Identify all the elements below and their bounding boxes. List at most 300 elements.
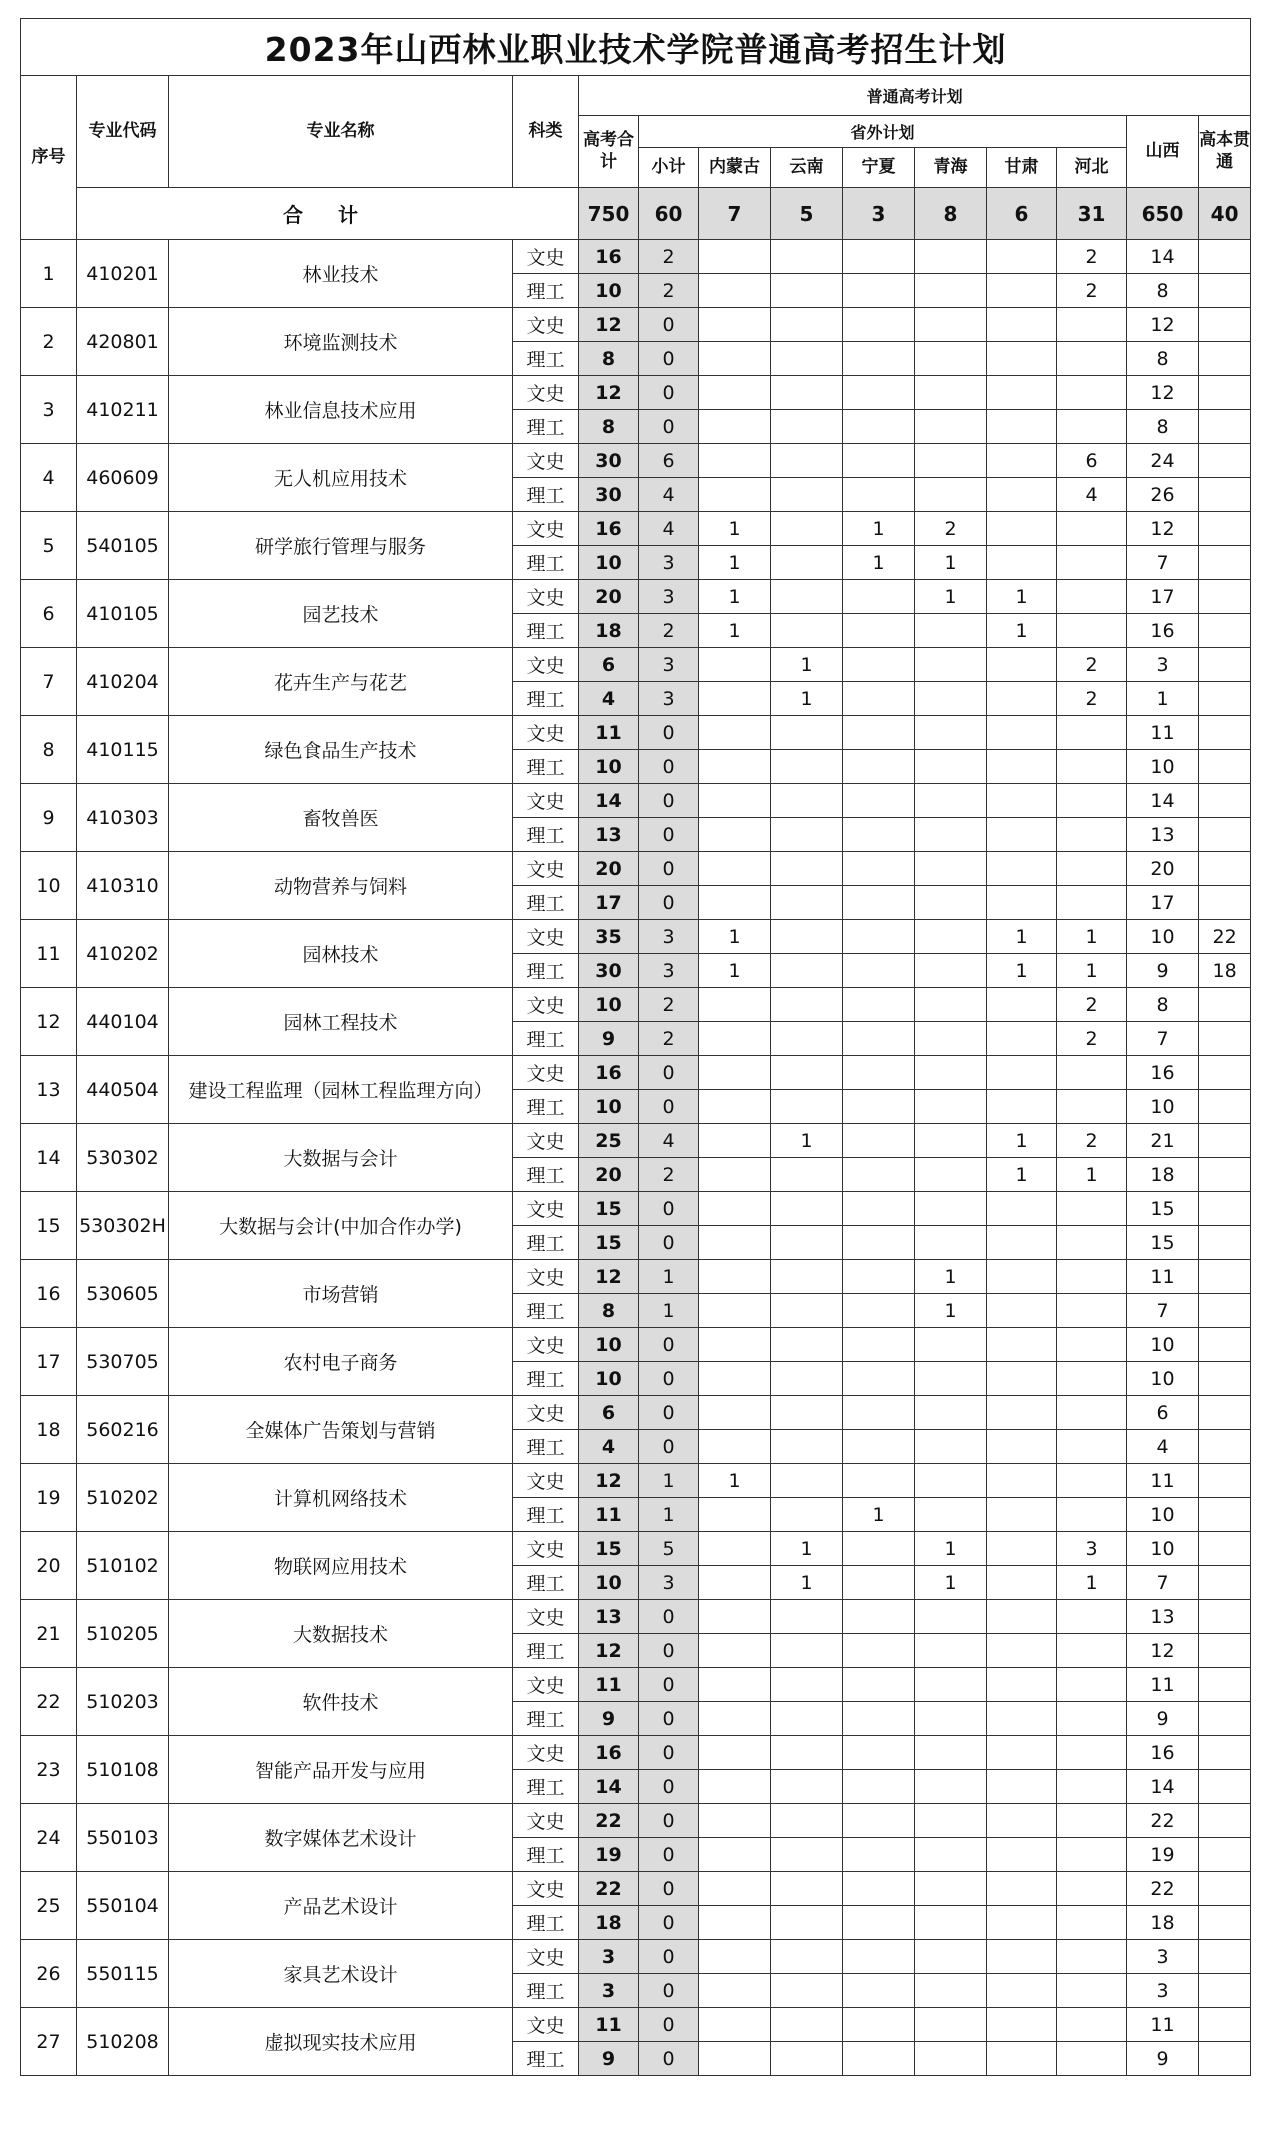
summary-label: 合 计 <box>77 188 579 240</box>
cell-ningxia <box>843 1226 915 1260</box>
category-cell: 理工 <box>513 2042 579 2076</box>
table-header <box>21 19 1251 240</box>
cell-yunnan <box>771 614 843 648</box>
category-cell: 理工 <box>513 546 579 580</box>
cell-neimenggu <box>699 410 771 444</box>
cell-total: 6 <box>579 1396 639 1430</box>
cell-total: 16 <box>579 512 639 546</box>
summary-neimenggu: 7 <box>699 188 771 240</box>
cell-hebei: 2 <box>1057 274 1127 308</box>
cell-through <box>1199 1770 1251 1804</box>
cell-qinghai <box>915 920 987 954</box>
category-cell: 文史 <box>513 648 579 682</box>
major-code: 410310 <box>77 852 169 920</box>
cell-gansu <box>987 1192 1057 1226</box>
cell-neimenggu <box>699 1430 771 1464</box>
cell-yunnan <box>771 1226 843 1260</box>
cell-subtotal: 2 <box>639 240 699 274</box>
cell-gansu <box>987 274 1057 308</box>
cell-qinghai <box>915 410 987 444</box>
cell-through <box>1199 1974 1251 2008</box>
cell-neimenggu <box>699 1940 771 1974</box>
category-cell: 理工 <box>513 478 579 512</box>
category-cell: 理工 <box>513 818 579 852</box>
cell-through <box>1199 750 1251 784</box>
cell-shanxi: 10 <box>1127 1498 1199 1532</box>
major-name: 数字媒体艺术设计 <box>169 1804 513 1872</box>
cell-subtotal: 3 <box>639 954 699 988</box>
cell-subtotal: 0 <box>639 1056 699 1090</box>
cell-gansu <box>987 1600 1057 1634</box>
category-cell: 理工 <box>513 1022 579 1056</box>
cell-neimenggu <box>699 1294 771 1328</box>
major-seq: 22 <box>21 1668 77 1736</box>
cell-yunnan <box>771 512 843 546</box>
cell-hebei <box>1057 1294 1127 1328</box>
cell-hebei <box>1057 1192 1127 1226</box>
major-name: 无人机应用技术 <box>169 444 513 512</box>
major-code: 530302 <box>77 1124 169 1192</box>
cell-shanxi: 17 <box>1127 886 1199 920</box>
cell-hebei <box>1057 1464 1127 1498</box>
cell-shanxi: 3 <box>1127 1974 1199 2008</box>
cell-qinghai <box>915 274 987 308</box>
header-shanxi: 山西 <box>1127 116 1199 188</box>
cell-subtotal: 3 <box>639 1566 699 1600</box>
cell-hebei <box>1057 784 1127 818</box>
major-code: 420801 <box>77 308 169 376</box>
cell-neimenggu <box>699 274 771 308</box>
cell-ningxia <box>843 2042 915 2076</box>
cell-qinghai <box>915 1770 987 1804</box>
category-cell: 理工 <box>513 1498 579 1532</box>
cell-qinghai <box>915 1328 987 1362</box>
cell-subtotal: 2 <box>639 614 699 648</box>
major-name: 建设工程监理（园林工程监理方向） <box>169 1056 513 1124</box>
cell-shanxi: 10 <box>1127 1532 1199 1566</box>
cell-qinghai <box>915 444 987 478</box>
major-code: 550115 <box>77 1940 169 2008</box>
cell-hebei <box>1057 1328 1127 1362</box>
cell-shanxi: 22 <box>1127 1804 1199 1838</box>
cell-total: 30 <box>579 954 639 988</box>
cell-subtotal: 0 <box>639 2008 699 2042</box>
cell-ningxia <box>843 1056 915 1090</box>
header-province-yunnan: 云南 <box>771 148 843 188</box>
header-province-hebei: 河北 <box>1057 148 1127 188</box>
cell-yunnan <box>771 1192 843 1226</box>
cell-shanxi: 10 <box>1127 750 1199 784</box>
cell-ningxia <box>843 1668 915 1702</box>
header-province-neimenggu: 内蒙古 <box>699 148 771 188</box>
cell-qinghai <box>915 1226 987 1260</box>
cell-ningxia <box>843 1600 915 1634</box>
cell-through <box>1199 1362 1251 1396</box>
category-cell: 文史 <box>513 1124 579 1158</box>
cell-through <box>1199 1634 1251 1668</box>
cell-ningxia <box>843 886 915 920</box>
cell-subtotal: 0 <box>639 2042 699 2076</box>
cell-ningxia <box>843 1022 915 1056</box>
major-code: 510202 <box>77 1464 169 1532</box>
cell-hebei <box>1057 1056 1127 1090</box>
cell-subtotal: 2 <box>639 1158 699 1192</box>
cell-hebei <box>1057 308 1127 342</box>
cell-yunnan <box>771 1804 843 1838</box>
cell-qinghai <box>915 240 987 274</box>
cell-yunnan <box>771 1736 843 1770</box>
cell-total: 14 <box>579 1770 639 1804</box>
cell-through <box>1199 1226 1251 1260</box>
cell-qinghai <box>915 1464 987 1498</box>
cell-hebei <box>1057 818 1127 852</box>
major-seq: 27 <box>21 2008 77 2076</box>
table-row <box>21 1260 1251 1294</box>
cell-gansu <box>987 1532 1057 1566</box>
cell-through <box>1199 1498 1251 1532</box>
cell-shanxi: 7 <box>1127 1566 1199 1600</box>
cell-qinghai <box>915 1804 987 1838</box>
cell-gansu <box>987 2042 1057 2076</box>
major-seq: 23 <box>21 1736 77 1804</box>
cell-hebei <box>1057 342 1127 376</box>
cell-total: 14 <box>579 784 639 818</box>
cell-total: 10 <box>579 1328 639 1362</box>
category-cell: 理工 <box>513 682 579 716</box>
cell-shanxi: 10 <box>1127 1362 1199 1396</box>
cell-through <box>1199 274 1251 308</box>
cell-neimenggu <box>699 1906 771 1940</box>
cell-ningxia <box>843 1804 915 1838</box>
table-row <box>21 1124 1251 1158</box>
cell-neimenggu <box>699 1056 771 1090</box>
cell-hebei <box>1057 1362 1127 1396</box>
cell-gansu <box>987 1022 1057 1056</box>
cell-total: 17 <box>579 886 639 920</box>
cell-yunnan <box>771 546 843 580</box>
cell-hebei <box>1057 1430 1127 1464</box>
cell-qinghai <box>915 1906 987 1940</box>
cell-hebei <box>1057 1702 1127 1736</box>
cell-total: 10 <box>579 546 639 580</box>
cell-neimenggu <box>699 1022 771 1056</box>
cell-gansu <box>987 1872 1057 1906</box>
table-row <box>21 1940 1251 1974</box>
summary-gansu: 6 <box>987 188 1057 240</box>
cell-through <box>1199 240 1251 274</box>
table-row <box>21 376 1251 410</box>
table-row <box>21 1872 1251 1906</box>
cell-shanxi: 3 <box>1127 648 1199 682</box>
cell-total: 10 <box>579 1362 639 1396</box>
cell-shanxi: 16 <box>1127 614 1199 648</box>
cell-qinghai <box>915 376 987 410</box>
major-code: 410115 <box>77 716 169 784</box>
cell-qinghai <box>915 1974 987 2008</box>
category-cell: 文史 <box>513 1396 579 1430</box>
cell-yunnan <box>771 1022 843 1056</box>
header-name: 专业名称 <box>169 76 513 188</box>
table-row <box>21 784 1251 818</box>
major-name: 全媒体广告策划与营销 <box>169 1396 513 1464</box>
cell-hebei <box>1057 1838 1127 1872</box>
cell-shanxi: 11 <box>1127 2008 1199 2042</box>
major-name: 大数据与会计(中加合作办学) <box>169 1192 513 1260</box>
cell-hebei: 2 <box>1057 240 1127 274</box>
cell-ningxia <box>843 1192 915 1226</box>
cell-yunnan <box>771 750 843 784</box>
cell-neimenggu <box>699 1668 771 1702</box>
major-code: 530302H <box>77 1192 169 1260</box>
cell-shanxi: 17 <box>1127 580 1199 614</box>
cell-total: 10 <box>579 1566 639 1600</box>
cell-neimenggu <box>699 886 771 920</box>
major-code: 410303 <box>77 784 169 852</box>
cell-ningxia <box>843 308 915 342</box>
cell-gansu <box>987 1056 1057 1090</box>
major-seq: 18 <box>21 1396 77 1464</box>
cell-shanxi: 21 <box>1127 1124 1199 1158</box>
major-name: 花卉生产与花艺 <box>169 648 513 716</box>
cell-qinghai <box>915 342 987 376</box>
cell-total: 4 <box>579 1430 639 1464</box>
major-seq: 11 <box>21 920 77 988</box>
cell-gansu <box>987 1294 1057 1328</box>
cell-yunnan <box>771 886 843 920</box>
cell-shanxi: 18 <box>1127 1906 1199 1940</box>
cell-ningxia <box>843 1566 915 1600</box>
cell-yunnan <box>771 1600 843 1634</box>
cell-neimenggu <box>699 1804 771 1838</box>
cell-yunnan: 1 <box>771 1566 843 1600</box>
cell-qinghai <box>915 750 987 784</box>
cell-neimenggu: 1 <box>699 580 771 614</box>
major-code: 410204 <box>77 648 169 716</box>
cell-shanxi: 13 <box>1127 818 1199 852</box>
cell-neimenggu <box>699 1702 771 1736</box>
cell-hebei: 1 <box>1057 1566 1127 1600</box>
cell-total: 12 <box>579 308 639 342</box>
category-cell: 文史 <box>513 1736 579 1770</box>
major-code: 410105 <box>77 580 169 648</box>
cell-subtotal: 0 <box>639 308 699 342</box>
cell-yunnan <box>771 852 843 886</box>
cell-hebei <box>1057 376 1127 410</box>
cell-gansu <box>987 1498 1057 1532</box>
category-cell: 文史 <box>513 1940 579 1974</box>
major-code: 460609 <box>77 444 169 512</box>
cell-gansu <box>987 1906 1057 1940</box>
cell-subtotal: 1 <box>639 1498 699 1532</box>
cell-total: 3 <box>579 1940 639 1974</box>
major-seq: 17 <box>21 1328 77 1396</box>
header-outside-group: 省外计划 <box>639 116 1127 148</box>
major-seq: 8 <box>21 716 77 784</box>
cell-total: 10 <box>579 1090 639 1124</box>
cell-qinghai <box>915 886 987 920</box>
cell-shanxi: 22 <box>1127 1872 1199 1906</box>
cell-hebei <box>1057 1736 1127 1770</box>
cell-shanxi: 7 <box>1127 1022 1199 1056</box>
major-seq: 13 <box>21 1056 77 1124</box>
cell-shanxi: 13 <box>1127 1600 1199 1634</box>
cell-ningxia <box>843 1702 915 1736</box>
major-code: 530705 <box>77 1328 169 1396</box>
major-name: 绿色食品生产技术 <box>169 716 513 784</box>
cell-total: 10 <box>579 750 639 784</box>
cell-subtotal: 0 <box>639 1974 699 2008</box>
cell-shanxi: 12 <box>1127 512 1199 546</box>
cell-neimenggu <box>699 1090 771 1124</box>
category-cell: 文史 <box>513 580 579 614</box>
cell-neimenggu: 1 <box>699 614 771 648</box>
cell-hebei <box>1057 1498 1127 1532</box>
cell-ningxia <box>843 1634 915 1668</box>
cell-neimenggu <box>699 1974 771 2008</box>
cell-gansu: 1 <box>987 1124 1057 1158</box>
cell-hebei <box>1057 1804 1127 1838</box>
cell-qinghai <box>915 1056 987 1090</box>
cell-yunnan <box>771 1770 843 1804</box>
summary-qinghai: 8 <box>915 188 987 240</box>
cell-ningxia <box>843 784 915 818</box>
cell-neimenggu <box>699 784 771 818</box>
major-seq: 12 <box>21 988 77 1056</box>
category-cell: 文史 <box>513 1328 579 1362</box>
cell-shanxi: 16 <box>1127 1736 1199 1770</box>
cell-total: 4 <box>579 682 639 716</box>
cell-subtotal: 0 <box>639 1838 699 1872</box>
category-cell: 理工 <box>513 1158 579 1192</box>
cell-yunnan <box>771 784 843 818</box>
enrollment-plan-table <box>20 18 1251 2076</box>
cell-ningxia <box>843 1872 915 1906</box>
summary-hebei: 31 <box>1057 188 1127 240</box>
cell-total: 9 <box>579 2042 639 2076</box>
major-seq: 20 <box>21 1532 77 1600</box>
cell-yunnan <box>771 1498 843 1532</box>
category-cell: 文史 <box>513 308 579 342</box>
cell-through <box>1199 614 1251 648</box>
cell-subtotal: 3 <box>639 920 699 954</box>
cell-yunnan: 1 <box>771 1532 843 1566</box>
cell-through <box>1199 1192 1251 1226</box>
cell-total: 12 <box>579 376 639 410</box>
cell-subtotal: 0 <box>639 1226 699 1260</box>
cell-gansu <box>987 1464 1057 1498</box>
cell-ningxia <box>843 682 915 716</box>
cell-shanxi: 9 <box>1127 954 1199 988</box>
cell-ningxia <box>843 818 915 852</box>
header-seq: 序号 <box>21 76 77 240</box>
cell-shanxi: 6 <box>1127 1396 1199 1430</box>
category-cell: 理工 <box>513 1770 579 1804</box>
cell-shanxi: 9 <box>1127 2042 1199 2076</box>
cell-ningxia <box>843 1090 915 1124</box>
cell-qinghai <box>915 1838 987 1872</box>
category-cell: 文史 <box>513 1804 579 1838</box>
cell-through <box>1199 1872 1251 1906</box>
header-total: 高考合计 <box>579 116 639 188</box>
cell-total: 13 <box>579 818 639 852</box>
major-code: 410202 <box>77 920 169 988</box>
cell-gansu <box>987 1090 1057 1124</box>
cell-subtotal: 0 <box>639 1906 699 1940</box>
category-cell: 文史 <box>513 2008 579 2042</box>
major-seq: 9 <box>21 784 77 852</box>
cell-neimenggu <box>699 1124 771 1158</box>
cell-gansu <box>987 648 1057 682</box>
cell-shanxi: 15 <box>1127 1192 1199 1226</box>
cell-qinghai <box>915 1634 987 1668</box>
cell-gansu <box>987 1974 1057 2008</box>
cell-through: 18 <box>1199 954 1251 988</box>
cell-subtotal: 0 <box>639 818 699 852</box>
major-seq: 21 <box>21 1600 77 1668</box>
cell-subtotal: 0 <box>639 1090 699 1124</box>
cell-ningxia <box>843 1158 915 1192</box>
cell-hebei <box>1057 852 1127 886</box>
cell-hebei <box>1057 716 1127 750</box>
table-row <box>21 1804 1251 1838</box>
header-code: 专业代码 <box>77 76 169 188</box>
cell-total: 15 <box>579 1226 639 1260</box>
table-row <box>21 1396 1251 1430</box>
cell-hebei <box>1057 580 1127 614</box>
cell-yunnan <box>771 1906 843 1940</box>
cell-qinghai <box>915 1702 987 1736</box>
cell-ningxia <box>843 1906 915 1940</box>
category-cell: 理工 <box>513 274 579 308</box>
summary-yunnan: 5 <box>771 188 843 240</box>
cell-hebei <box>1057 1770 1127 1804</box>
cell-through <box>1199 852 1251 886</box>
cell-through <box>1199 512 1251 546</box>
table-row <box>21 240 1251 274</box>
cell-ningxia <box>843 1974 915 2008</box>
major-name: 环境监测技术 <box>169 308 513 376</box>
cell-neimenggu: 1 <box>699 1464 771 1498</box>
cell-hebei: 3 <box>1057 1532 1127 1566</box>
category-cell: 文史 <box>513 240 579 274</box>
cell-ningxia <box>843 478 915 512</box>
cell-qinghai <box>915 954 987 988</box>
cell-yunnan <box>771 716 843 750</box>
cell-hebei: 2 <box>1057 988 1127 1022</box>
cell-subtotal: 0 <box>639 1600 699 1634</box>
cell-neimenggu <box>699 444 771 478</box>
cell-qinghai <box>915 852 987 886</box>
cell-yunnan <box>771 920 843 954</box>
cell-total: 22 <box>579 1872 639 1906</box>
cell-subtotal: 2 <box>639 1022 699 1056</box>
cell-ningxia <box>843 2008 915 2042</box>
cell-shanxi: 15 <box>1127 1226 1199 1260</box>
cell-gansu <box>987 478 1057 512</box>
summary-total: 750 <box>579 188 639 240</box>
summary-row <box>21 188 1251 240</box>
cell-qinghai <box>915 1668 987 1702</box>
cell-subtotal: 1 <box>639 1294 699 1328</box>
category-cell: 文史 <box>513 988 579 1022</box>
major-code: 410201 <box>77 240 169 308</box>
table-row <box>21 1600 1251 1634</box>
cell-neimenggu <box>699 648 771 682</box>
category-cell: 理工 <box>513 750 579 784</box>
category-cell: 理工 <box>513 1226 579 1260</box>
cell-shanxi: 10 <box>1127 920 1199 954</box>
cell-through <box>1199 2008 1251 2042</box>
